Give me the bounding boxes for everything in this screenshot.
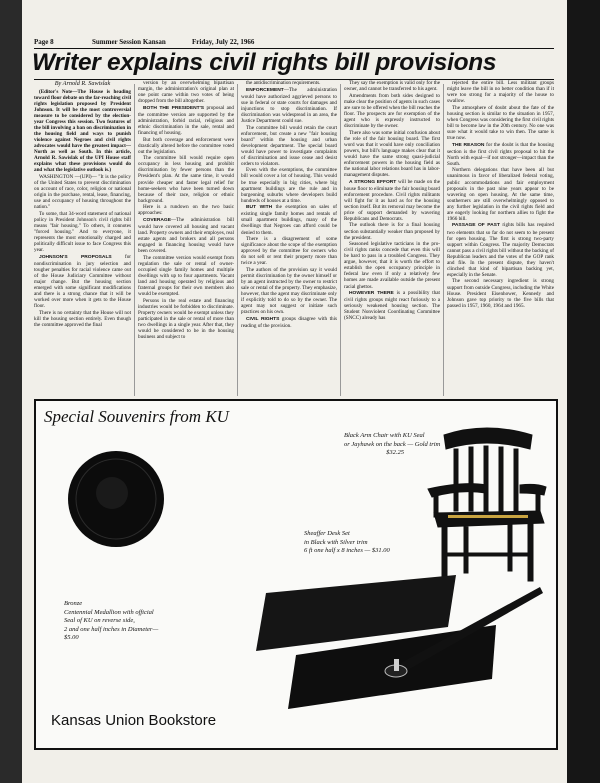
article-paragraph: Persons in the real estate and financing industries would be forbidden to discriminate. Property owners would be exempt unless they participated in the sale or rental of more than two dwellings in a single year. After that, they would be considered to be in the housing business and subject to <box>138 297 234 341</box>
chair-leg <box>508 525 512 571</box>
medallion-line-4: 2 and one half inches in Diameter— <box>64 625 159 633</box>
souvenir-advertisement <box>34 399 558 750</box>
column-rule <box>134 84 135 396</box>
article-paragraph: But both coverage and enforcement were drastically altered before the committee voted out the legislation. <box>138 136 234 155</box>
chair-spindle <box>469 447 473 511</box>
paragraph-text: rights bills has required two elements that so far do not seem to be present for open housing. The first is strong two-party support within Congress. The majority Democrats cannot pass a civil rights bill without the backing of Republican leaders and the votes of the GOP rank and file. In the present dispute, they haven't clinched that kind of bipartisan backing yet, especially in the Senate. <box>447 222 554 278</box>
article-paragraph: The authors of the provision say it would permit discrimination by the owner himself or by an agent instructed by the owner to restrict sale or rental of the property. They emphasize, however, that the agent may discriminate only if explicitly told to do so by the owner. The agent may not suggest or initiate such practices on his own. <box>241 266 337 316</box>
chair-spindle <box>499 447 503 511</box>
desk-silver-trim <box>394 659 399 671</box>
article-paragraph: There is a disagreement of some significance about the scope of the exemption approved by the committee for owners who do not sell or rent their property more than twice a year. <box>241 236 337 267</box>
medallion-image <box>66 449 166 549</box>
chair-spindle <box>454 449 458 511</box>
article-paragraph <box>138 105 234 136</box>
desk-set-line-2: in Black with Silver trim <box>304 538 368 546</box>
article-paragraph: The committee bill would require open occupancy in less housing and prohibit discrimination by fewer persons than the President's plan. At the same time, it would provide cheaper and faster legal relief for home-seekers who have been turned down because of their race, religion or ethnic background. <box>138 155 234 204</box>
article-paragraph <box>447 222 554 277</box>
paragraph-lead: ENFORCEMENT <box>246 87 284 93</box>
article-column-5 <box>447 80 554 398</box>
article-paragraph <box>241 87 337 124</box>
article-paragraph: The outlook there is for a final housing section substantially weaker than proposed by the president. <box>344 222 440 241</box>
ad-title: Special Souvenirs from KU <box>44 407 229 426</box>
article-paragraph: To some, that 34-word statement of national policy in President Johnson's civil rights bill means "fair housing." To others, it connotes "forced housing." And to everyone, it represents the most emotionally charged and politically difficult issue to face Congress this year. <box>34 210 131 253</box>
article-byline: By Arnold R. Sawislak <box>54 80 111 87</box>
medallion-line-2: Centennial Medallion with official <box>64 608 154 616</box>
medallion-emboss <box>96 477 128 509</box>
article-paragraph: the antidiscrimination requirements. <box>246 80 321 86</box>
column-rule <box>443 84 444 396</box>
paragraph-lead: THE REASON <box>452 142 485 148</box>
article-paragraph <box>344 290 440 321</box>
paragraph-text: —The administration would have authorized aggrieved persons to sue in federal or state courts for damages and injunctions to stop discrimination. If discrimination was widespread in an area, the Justice Department could sue. <box>241 86 337 124</box>
article-paragraph: Seasoned legislative tacticians in the pro-civil rights ranks concede that even this will be hard to pass in a troubled Congress. They argue, however, that it is worth the effort to establish the open occupancy principle in federal law even if only a relatively few homes are made available outside the present racial ghettos. <box>344 241 440 290</box>
paragraph-text: will be made on the house floor to eliminate the fair housing board enforcement procedure. Civil rights militants will fight for it as hard as for the housing section itself. But its removal may become the price of support demanded by wavering Republicans and Democrats. <box>344 178 440 222</box>
editors-note: (Editor's Note—The House is heading toward floor debate on the far-reaching civil rights legislation proposed by President Johnson. It will be the most controversial measure to be considered by the election-year Congress this session. Two features of the bill involving a ban on discrimination in the housing field and ways to punish violence against Negroes and civil rights advocates would have the greatest impact—North as well as South. In this article, Arnold R. Sawislak of the UPI House staff explains what these provisions would do and what the legislative outlook is.) <box>34 88 131 174</box>
paragraph-text: the exemption on sales of existing single family homes and rentals of small apartment buildings, many of the dwellings that Negroes can afford could be denied to them. <box>241 204 337 236</box>
article-paragraph <box>34 254 131 309</box>
chair-right-arm <box>520 484 546 495</box>
paragraph-text: for nondiscrimination in jury selection and tougher penalties for racial violence came out of the House Judiciary Committee without major change. But the housing section emerged with some significant modifications and there is a strong chance that it will be worked over more when it gets to the House floor. <box>34 253 131 310</box>
article-paragraph <box>344 179 440 222</box>
medallion-description <box>64 600 194 643</box>
article-paragraph: rejected the entire bill. Less militant groups might leave the bill in no better condition than if it were too strong for a majority of the house to swallow. <box>447 80 554 105</box>
chair-spindle <box>484 446 488 511</box>
paragraph-text: for the doubt is that the housing section is the first civil rights proposal to hit the North with equal—if not stronger—impact than the South. <box>447 141 554 167</box>
paragraph-text: is a possibility that civil rights groups might react furiously to a seriously weakened housing section. The Student Nonviolent Coordinating Committee (SNCC) already has <box>344 290 440 322</box>
column-rule <box>340 84 341 396</box>
article-paragraph: They say the exemption is valid only for the owner, and cannot be transferred to his agent. <box>344 80 440 93</box>
desk-set-line-1: Sheaffer Desk Set <box>304 530 350 537</box>
chair-price: $32.25 <box>386 449 404 456</box>
article-paragraph: The second necessary ingredient is strong support from outside Congress, including the White House. President Eisenhower, Kennedy and Johnson gave top priority to the five bills that passed in 1957, 1960, 1964 and 1965. <box>447 278 554 309</box>
chair-line-2: or Jayhawk on the back — Gold trim <box>344 440 441 448</box>
chair-stretcher <box>444 553 532 556</box>
chair-line-1: Black Arm Chair with KU Seal <box>344 432 425 439</box>
article-column-3 <box>241 80 337 398</box>
article-paragraph: version by an overwhelming bipartisan margin, the administration's original plan at one point came within two votes of being dropped from the bill altogether. <box>138 80 234 105</box>
issue-date: Friday, July 22, 1966 <box>192 38 255 46</box>
paragraph-lead: A STRONG EFFORT <box>349 179 397 185</box>
chair-gold-trim <box>448 515 528 518</box>
article-paragraph: Northern delegations that have been all but unanimous in favor of liberalized federal voting, public accommodations and fair employment proposals in the past nine years appear to be wavering on open housing. At the same time, southerners are still overwhelmingly opposed to any further legislation in the civil rights field and are eagerly looking for northern allies to fight the 1966 bill. <box>447 167 554 222</box>
article-paragraph: There is no certainty that the House will not kill the housing section entirely. Even though the committee approved the final <box>34 309 131 328</box>
arm-chair-image <box>424 423 549 585</box>
column-rule <box>237 84 238 396</box>
article-paragraph <box>241 316 337 329</box>
newspaper-name: Summer Session Kansan <box>92 38 166 46</box>
paragraph-lead: JOHNSON'S PROPOSALS <box>39 254 112 260</box>
article-column-2 <box>138 80 234 398</box>
paragraph-text: proposal and the committee version are supported by the administration, forbid racial, religious and ethnic discrimination in the sale, rental and financing of housing. <box>138 104 234 136</box>
article-paragraph: Even with the exemptions, the committee bill would cover a lot of housing. This would be true especially in big cities, where big apartment buildings are the rule and in burgeoning suburbs where developers build hundreds of houses at a time. <box>241 167 337 204</box>
page-binding-shadow <box>0 0 22 783</box>
page-edge-shadow <box>567 0 600 783</box>
paragraph-lead: PASSAGE OF PAST <box>452 223 500 229</box>
medallion-line-1: Bronze <box>64 600 83 607</box>
article-paragraph: WASHINGTON —(UPI)— "It is the policy of the United States to prevent discrimination on account of race, color, religion or national origin in the purchase, rental, lease, financing, use and occupancy of housing throughout the nation." <box>34 173 131 211</box>
article-column-1 <box>34 80 131 398</box>
newspaper-page <box>22 0 567 783</box>
medallion-line-3: Seal of KU on reverse side, <box>64 617 135 624</box>
store-name: Kansas Union Bookstore <box>51 712 217 729</box>
paragraph-lead: BOTH THE PRESIDENT'S <box>143 105 205 111</box>
paragraph-lead: COVERAGE <box>143 218 171 223</box>
article-paragraph: Amendments from both sides designed to make clear the position of agents in such cases are sure to be offered when the bill reaches the floor. The prospects are for exemption of the agent who is expressly instructed to discriminate by the owner. <box>344 92 440 129</box>
article-paragraph <box>138 217 234 254</box>
page-number: Page 8 <box>34 38 54 46</box>
paragraph-lead: CIVIL RIGHTS <box>246 316 280 322</box>
chair-spindle <box>514 449 518 511</box>
article-headline: Writer explains civil rights bill provisions <box>32 49 497 76</box>
article-paragraph: There also was some initial confusion about the role of the fair housing board. The first word was that it would have only conciliation powers, but bill's language makes clear that it would have the same strong quasi-judicial enforcement powers in the housing field as the national labor relations board has in labor-management disputes. <box>344 129 440 178</box>
desk-set-line-3: 6 ft one half x 8 inches — $31.00 <box>304 547 390 554</box>
article-paragraph: The committee version would exempt from regulation the sale or rental of owner-occupied single family homes and multiple dwellings with up to four apartments. Vacant land and housing operated by religious and fraternal groups for their own members also would be exempted. <box>138 254 234 298</box>
article-paragraph <box>447 142 554 167</box>
paragraph-text: groups disagree with this reading of the provision. <box>241 315 337 329</box>
article-paragraph <box>241 204 337 235</box>
paragraph-text: —The administration bill would have covered all housing and vacant land. Property owners and their employes, real estate agents and brokers and all persons engaged in financing housing would have been covered. <box>138 217 234 255</box>
article-paragraph: Here is a rundown on the two basic approaches: <box>138 204 234 217</box>
paragraph-lead: BUT WITH <box>246 205 273 211</box>
article-column-4 <box>344 80 440 398</box>
medallion-price: $5.00 <box>64 634 79 641</box>
article-paragraph: The committee bill would retain the court enforcement, but create a new "fair housing board" within the housing and urban development department. The special board would have power to investigate complaints of discrimination and issue cease and desist orders to violators. <box>241 124 337 167</box>
desk-set-description <box>304 530 444 556</box>
paragraph-lead: HOWEVER THERE <box>349 291 394 297</box>
desk-set-image <box>236 567 552 715</box>
article-paragraph: The atmosphere of doubt about the fate of the housing section is similar to the situation in 1957, when Congress was considering the first civil rights bill to become law in the 20th century. No one was sure what it would take to win then. The same is true now. <box>447 104 554 142</box>
